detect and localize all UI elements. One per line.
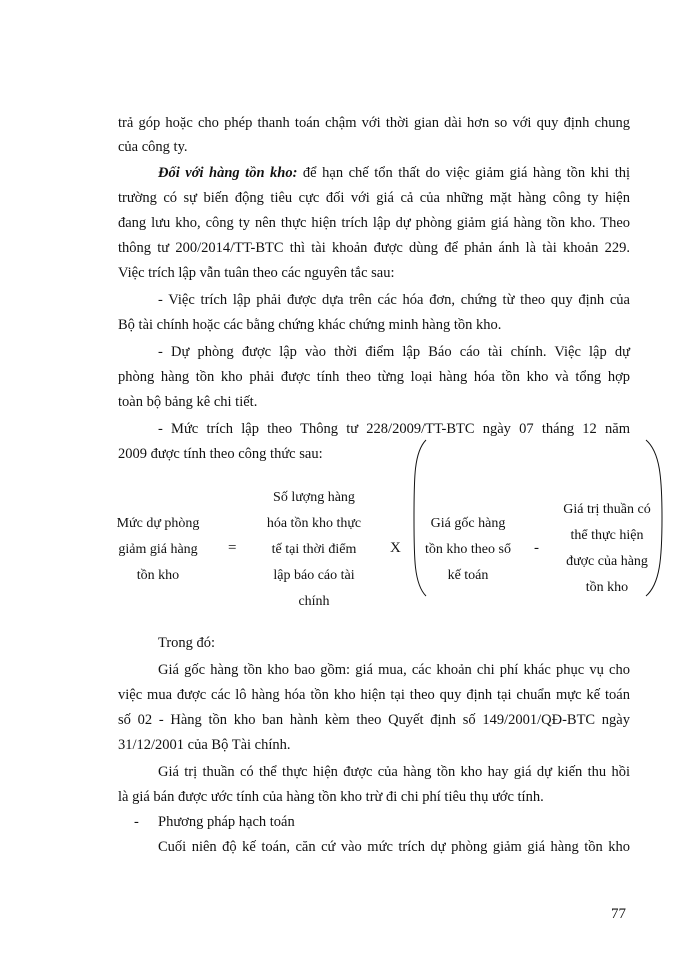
paragraph-line: việc mua được các lô hàng hóa tồn kho hiện tại theo quy định tại chuẩn mực kế toán bbox=[118, 687, 630, 703]
paragraph-line: Trong đó: bbox=[158, 635, 216, 651]
list-dash: - bbox=[134, 814, 139, 830]
formula-left-term: Mức dự phòng giảm giá hàng tồn kho bbox=[116, 516, 200, 583]
paragraph-line: thông tư 200/2014/TT-BTC thì tài khoản được dùng để phản ánh là tài khoản 229. bbox=[118, 240, 630, 256]
multiply-sign: X bbox=[390, 540, 401, 556]
page-number: 77 bbox=[611, 906, 626, 922]
paragraph-line: Cuối niên độ kế toán, căn cứ vào mức trích dự phòng giảm giá hàng tồn kho bbox=[158, 839, 630, 855]
paragraph-line: Bộ tài chính hoặc các bằng chứng khác chứng minh hàng tồn kho. bbox=[118, 317, 502, 333]
paragraph-line: phòng hàng tồn kho phải được tính theo từng loại hàng hóa tồn kho và tổng hợp bbox=[118, 369, 630, 385]
paragraph-line: Giá trị thuần có thể thực hiện được của hàng tồn kho hay giá dự kiến thu hồi bbox=[158, 764, 630, 780]
paragraph-line: Giá gốc hàng tồn kho bao gồm: giá mua, các khoản chi phí khác phục vụ cho bbox=[158, 662, 630, 678]
paragraph-line: 2009 được tính theo công thức sau: bbox=[118, 446, 323, 462]
paragraph-line: của công ty. bbox=[118, 139, 188, 155]
formula-cost-term: Giá gốc hàng tồn kho theo sổ kế toán bbox=[425, 516, 511, 583]
bullet-line: - Mức trích lập theo Thông tư 228/2009/TT-BTC ngày 07 tháng 12 năm bbox=[158, 421, 630, 437]
subheading-accounting-method: Phương pháp hạch toán bbox=[158, 814, 295, 830]
paragraph-line: 31/12/2001 của Bộ Tài chính. bbox=[118, 737, 291, 753]
right-brace bbox=[642, 438, 666, 598]
paragraph-line: Việc trích lập vẫn tuân theo các nguyên tắc sau: bbox=[118, 265, 395, 281]
paragraph-line: toàn bộ bảng kê chi tiết. bbox=[118, 394, 258, 410]
minus-sign: - bbox=[534, 540, 539, 556]
bullet-line: - Việc trích lập phải được dựa trên các hóa đơn, chứng từ theo quy định của bbox=[158, 292, 630, 308]
paragraph-line: trường có sự biến động tiêu cực đối với giá cả của những mặt hàng công ty hiện bbox=[118, 190, 630, 206]
paragraph-line: Đối với hàng tồn kho: để hạn chế tổn thất do việc giảm giá hàng tồn khi thị bbox=[158, 165, 630, 181]
paragraph-line: số 02 - Hàng tồn kho ban hành kèm theo Quyết định số 149/2001/QĐ-BTC ngày bbox=[118, 712, 630, 728]
paragraph-line: đang lưu kho, công ty nên thực hiện trích lập dự phòng giảm giá hàng tồn kho. Theo bbox=[118, 215, 630, 231]
bullet-line: - Dự phòng được lập vào thời điểm lập Báo cáo tài chính. Việc lập dự bbox=[158, 344, 630, 360]
paragraph-line: là giá bán được ước tính của hàng tồn kho trừ đi chi phí tiêu thụ ước tính. bbox=[118, 789, 544, 805]
section-heading-inventory: Đối với hàng tồn kho: bbox=[158, 165, 298, 181]
equals-sign: = bbox=[228, 540, 237, 556]
formula-quantity-term: Số lượng hàng hóa tồn kho thực tế tại thời điểm lập báo cáo tài chính bbox=[266, 490, 362, 609]
formula-net-term: Giá trị thuần có thể thực hiện được của hàng tồn kho bbox=[563, 502, 651, 595]
paragraph-line: trả góp hoặc cho phép thanh toán chậm với thời gian dài hơn so với quy định chung bbox=[118, 115, 630, 131]
